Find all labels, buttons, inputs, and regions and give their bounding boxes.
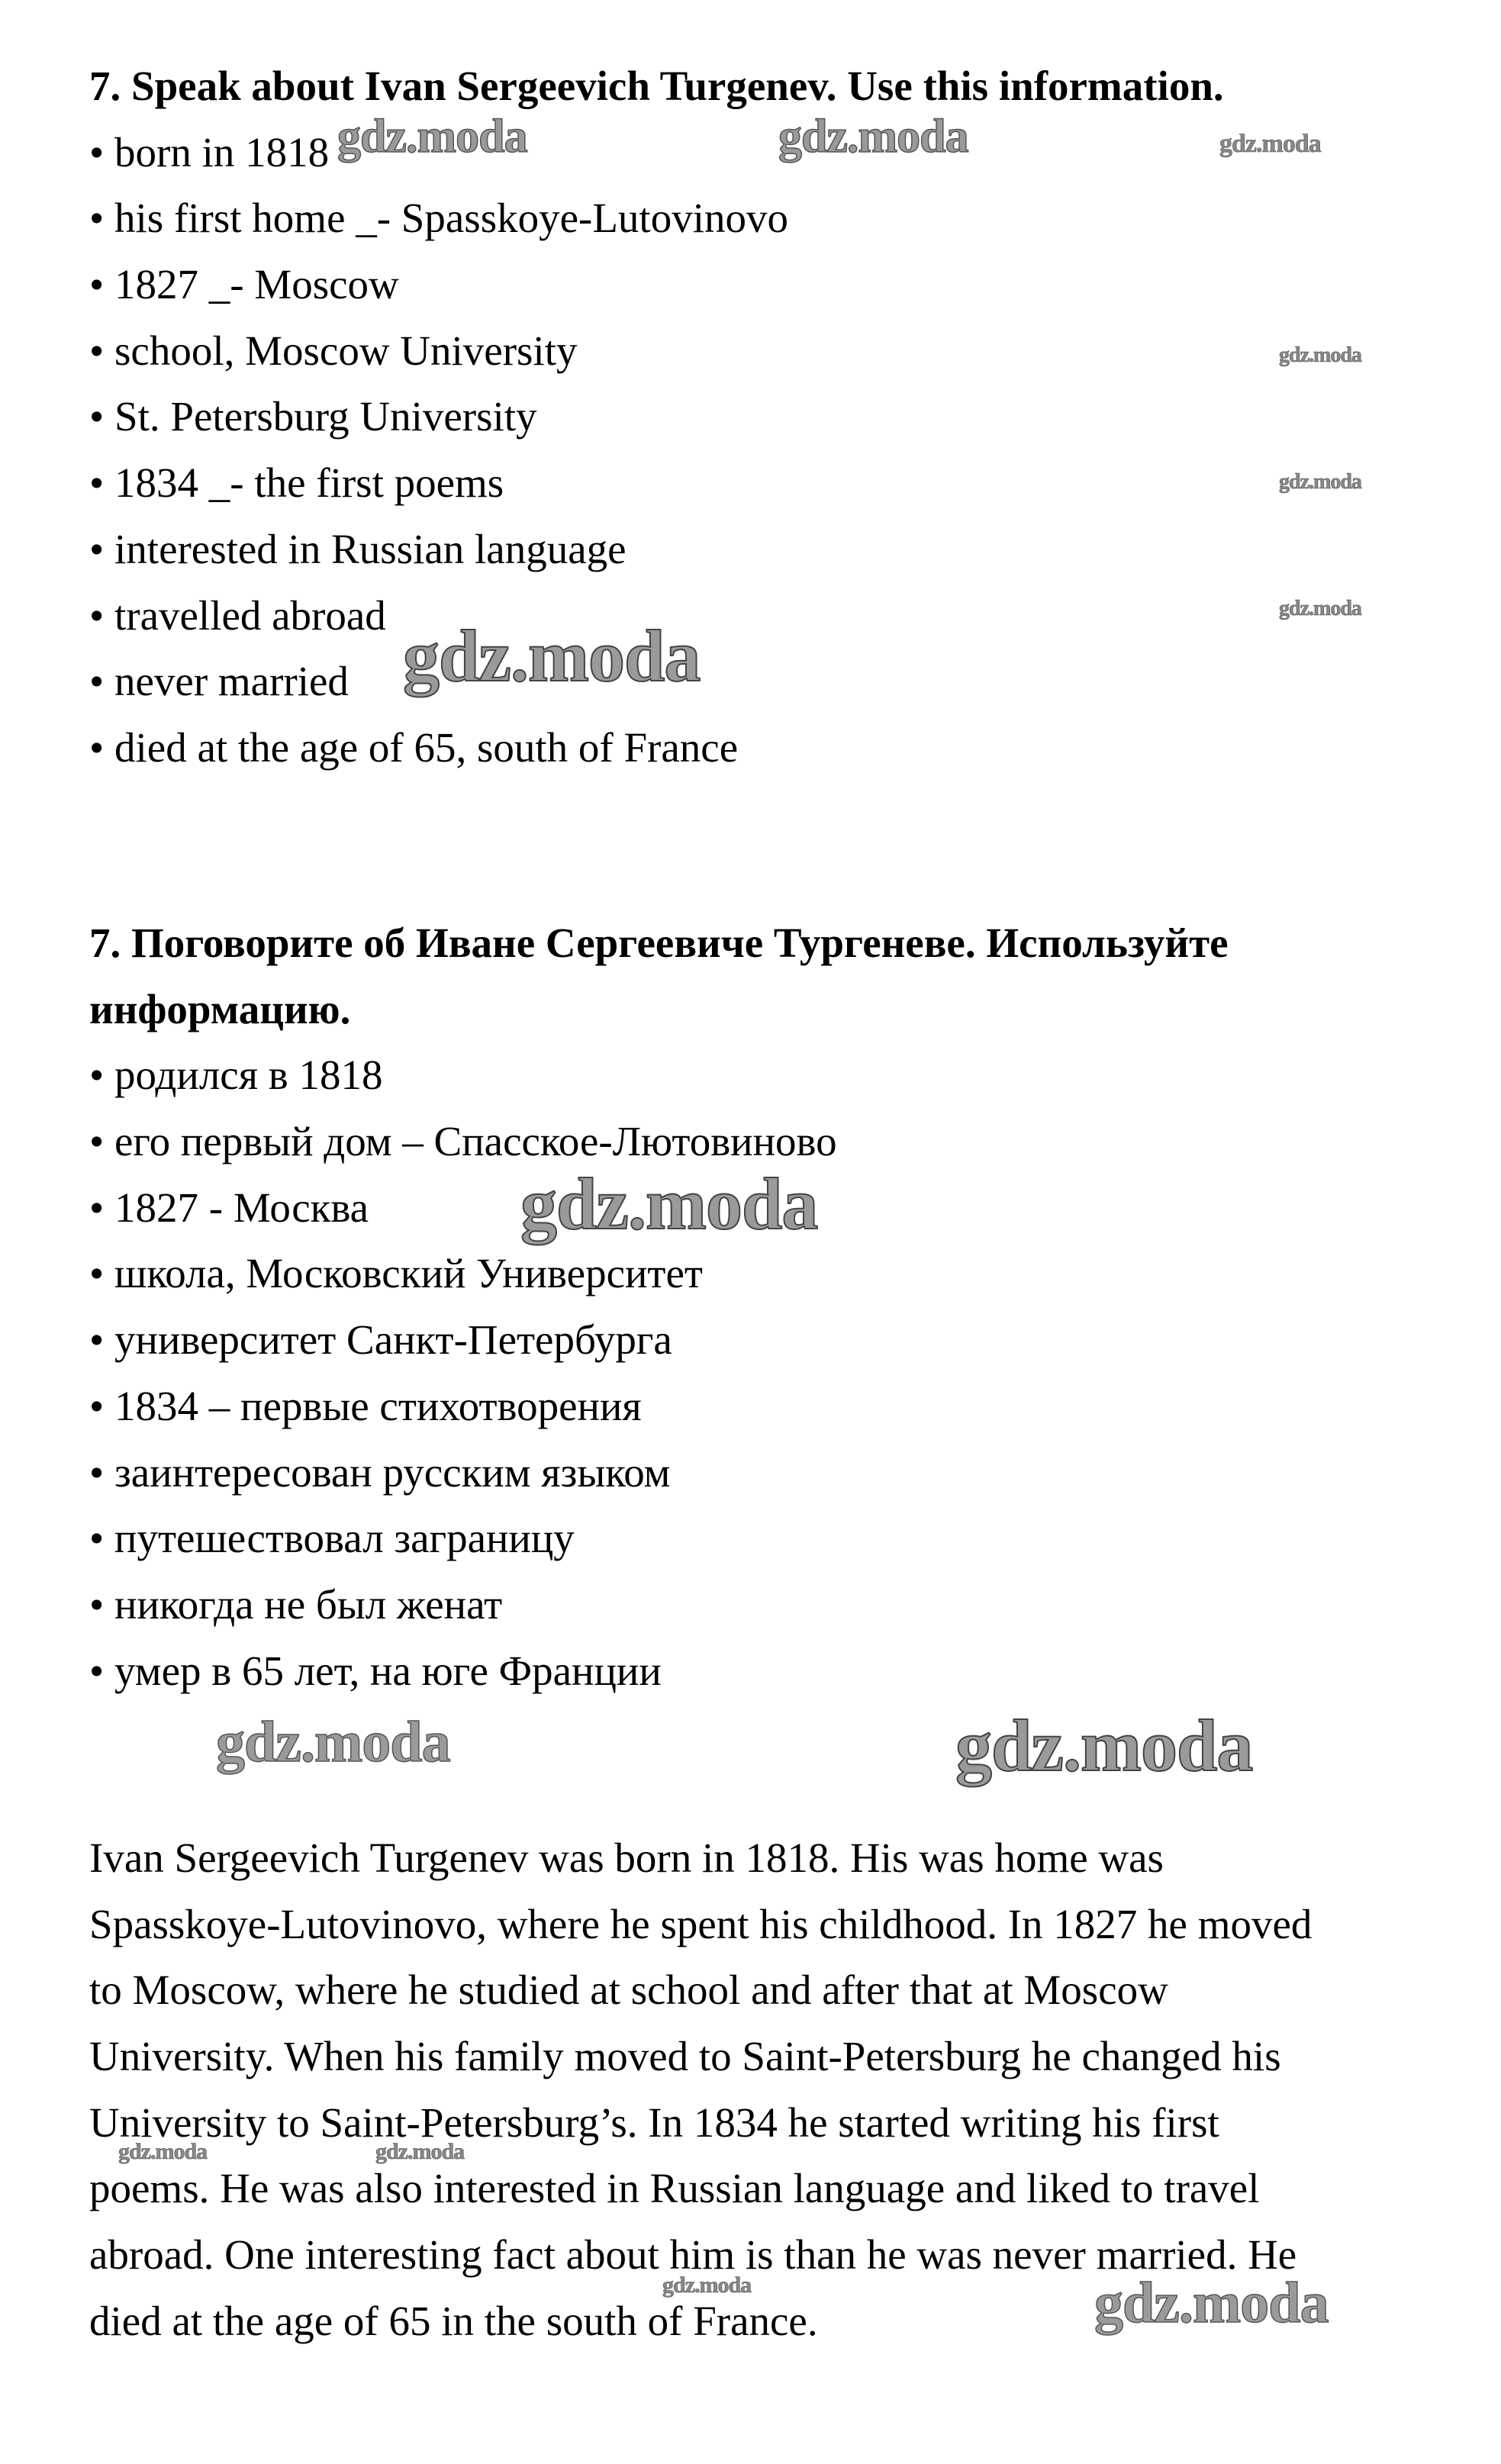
russian-bullet: • родился в 1818 — [89, 1052, 383, 1099]
russian-bullet: • школа, Московский Университет — [89, 1250, 703, 1297]
watermark: gdz.moda — [118, 2139, 208, 2164]
watermark: gdz.moda — [955, 1705, 1253, 1786]
paragraph-line: abroad. One interesting fact about him is than he was never married. He — [89, 2231, 1297, 2279]
watermark: gdz.moda — [375, 2139, 465, 2164]
russian-bullet: • 1834 – первые стихотворения — [89, 1382, 642, 1429]
watermark: gdz.moda — [1219, 130, 1321, 158]
paragraph-line: University. When his family moved to Saint-Petersburg he changed his — [89, 2033, 1281, 2080]
watermark: gdz.moda — [403, 615, 701, 697]
watermark: gdz.moda — [337, 111, 527, 163]
russian-title-line-2: информацию. — [89, 985, 351, 1032]
english-bullet: • 1834 _- the first poems — [89, 459, 504, 507]
english-bullet: • school, Moscow University — [89, 327, 578, 374]
watermark: gdz.moda — [1094, 2271, 1329, 2335]
russian-title-line-1: 7. Поговорите об Иване Сергеевиче Тургеневе. Используйте — [89, 920, 1229, 966]
russian-bullet: • его первый дом – Спасское-Лютовиново — [89, 1118, 837, 1165]
russian-bullet: • университет Санкт-Петербурга — [89, 1316, 672, 1364]
english-bullet: • never married — [89, 658, 349, 705]
russian-bullet: • никогда не был женат — [89, 1580, 503, 1628]
english-bullet: • his first home _- Spasskoye-Lutovinovo — [89, 195, 788, 242]
russian-bullet: • заинтересован русским языком — [89, 1448, 671, 1496]
watermark: gdz.moda — [778, 111, 968, 163]
paragraph-line: Spasskoye-Lutovinovo, where he spent his childhood. In 1827 he moved — [89, 1900, 1313, 1947]
english-bullet: • died at the age of 65, south of France — [89, 723, 739, 771]
watermark: gdz.moda — [216, 1710, 450, 1774]
russian-bullet: • путешествовал заграницу — [89, 1515, 575, 1562]
watermark: gdz.moda — [1279, 343, 1361, 367]
english-bullet: • travelled abroad — [89, 591, 386, 639]
watermark: gdz.moda — [1279, 597, 1361, 620]
paragraph-line: poems. He was also interested in Russian language and liked to travel — [89, 2165, 1260, 2212]
paragraph-line: University to Saint-Petersburg’s. In 1834 he started writing his first — [89, 2098, 1219, 2146]
paragraph-line: to Moscow, where he studied at school and after that at Moscow — [89, 1966, 1168, 2014]
russian-section — [89, 910, 1448, 1704]
watermark: gdz.moda — [662, 2272, 752, 2298]
english-title: 7. Speak about Ivan Sergeevich Turgenev. Use this information. — [89, 63, 1224, 109]
english-bullet: • interested in Russian language — [89, 525, 626, 572]
english-section — [89, 53, 1448, 781]
english-bullet: • born in 1818 — [89, 128, 330, 176]
english-bullet: • St. Petersburg University — [89, 393, 537, 440]
paragraph-line: Ivan Sergeevich Turgenev was born in 1818. His was home was — [89, 1834, 1164, 1881]
russian-bullet: • 1827 - Москва — [89, 1184, 369, 1231]
watermark: gdz.moda — [520, 1163, 818, 1245]
russian-bullet: • умер в 65 лет, на юге Франции — [89, 1647, 662, 1694]
watermark: gdz.moda — [1279, 470, 1361, 494]
english-bullet: • 1827 _- Moscow — [89, 261, 399, 308]
paragraph-line: died at the age of 65 in the south of France. — [89, 2297, 818, 2344]
